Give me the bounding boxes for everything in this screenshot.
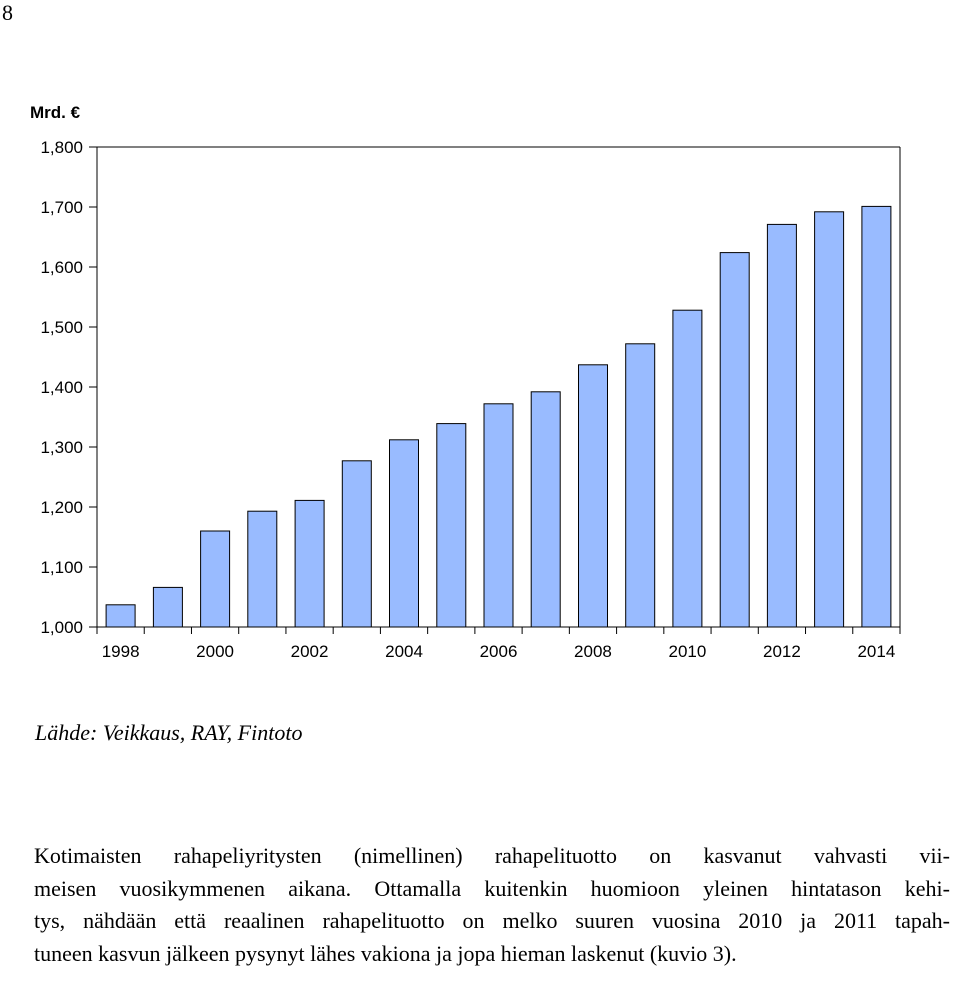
x-tick-label: 2002 xyxy=(290,642,329,661)
y-axis-unit-label: Mrd. € xyxy=(30,103,81,122)
y-tick-label: 1,400 xyxy=(40,378,83,397)
y-tick-label: 1,100 xyxy=(40,558,83,577)
body-paragraph xyxy=(34,840,950,970)
bar xyxy=(720,253,749,627)
bar xyxy=(531,392,560,627)
paragraph-line: Kotimaisten rahapeliyritysten (nimellinen) rahapelituotto on kasvanut vahvasti vii- xyxy=(34,843,950,868)
y-tick-label: 1,700 xyxy=(40,198,83,217)
bar xyxy=(153,587,182,627)
x-tick-label: 2008 xyxy=(574,642,612,661)
y-tick-label: 1,600 xyxy=(40,258,83,277)
paragraph-line: tys, nähdään että reaalinen rahapelituotto on melko suuren vuosina 2010 ja 2011 tapah- xyxy=(34,908,950,933)
bar xyxy=(342,461,371,627)
y-tick-label: 1,800 xyxy=(40,138,83,157)
figure-source: Lähde: Veikkaus, RAY, Fintoto xyxy=(35,720,303,745)
y-tick-label: 1,500 xyxy=(40,318,83,337)
y-axis xyxy=(40,138,97,637)
x-tick-label: 1998 xyxy=(101,642,140,661)
bar xyxy=(390,440,419,627)
y-tick-label: 1,200 xyxy=(40,498,83,517)
bar xyxy=(815,212,844,627)
paragraph-line: meisen vuosikymmenen aikana. Ottamalla kuitenkin huomioon yleinen hintatason kehi- xyxy=(34,875,950,901)
bar xyxy=(626,344,655,627)
bar xyxy=(106,605,135,627)
bar xyxy=(862,206,891,627)
x-tick-label: 2010 xyxy=(668,642,707,661)
x-tick-label: 2000 xyxy=(196,642,235,661)
x-axis xyxy=(97,627,900,661)
page-number: 8 xyxy=(2,0,13,25)
bar xyxy=(248,511,277,627)
bar xyxy=(437,424,466,627)
x-tick-label: 2012 xyxy=(762,642,801,661)
y-tick-label: 1,000 xyxy=(40,618,83,637)
paragraph-line: tuneen kasvun jälkeen pysynyt lähes vakiona ja jopa hieman laskenut (kuvio 3). xyxy=(34,940,737,966)
bar xyxy=(673,310,702,627)
revenue-bar-chart xyxy=(0,80,960,680)
bar xyxy=(295,500,324,627)
x-tick-label: 2014 xyxy=(857,642,896,661)
bars xyxy=(106,206,891,627)
bar xyxy=(201,531,230,627)
bar xyxy=(484,404,513,627)
x-tick-label: 2006 xyxy=(479,642,518,661)
x-tick-label: 2004 xyxy=(385,642,423,661)
bar xyxy=(767,224,796,627)
y-tick-label: 1,300 xyxy=(40,438,83,457)
bar xyxy=(579,365,608,627)
